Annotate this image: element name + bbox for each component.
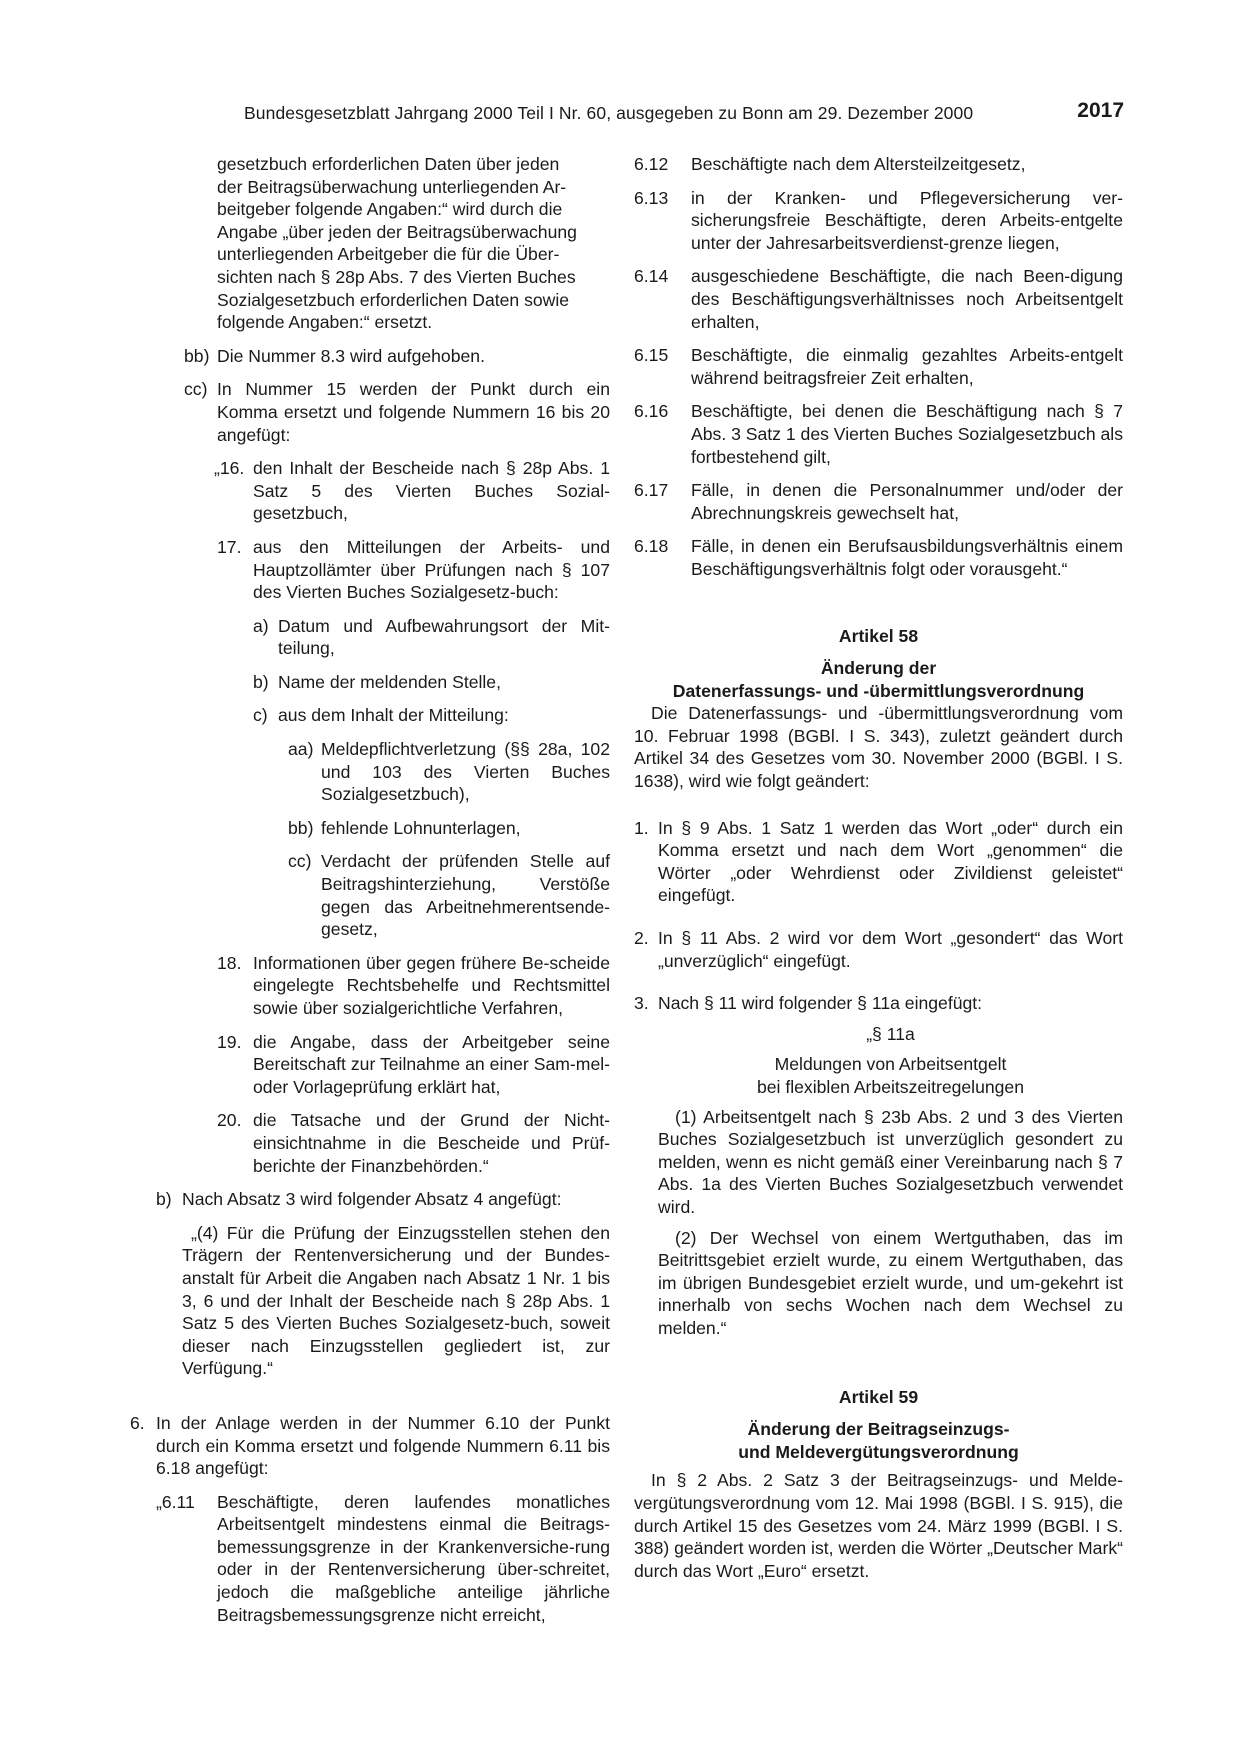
list-item-6-12 [634, 153, 1123, 176]
intro-paragraph [217, 153, 610, 334]
item-label: 6.15 [634, 345, 669, 366]
item-text: die Angabe, dass der Arbeitgeber seine Bereitschaft zur Teilnahme an einer Sam-mel- oder Vorlageprüfung erklärt hat, [253, 1031, 610, 1097]
item-text: Beschäftigte nach dem Altersteilzeitgesetz, [691, 154, 1026, 174]
list-item-17c-bb [288, 817, 610, 840]
list-item-6-11 [156, 1491, 610, 1627]
list-item-17c-aa [288, 738, 610, 806]
section-11a-subtitle: Meldungen von Arbeitsentgelt [774, 1054, 1007, 1075]
article-58-subtitle: Änderung der [820, 658, 937, 679]
list-item-cc [184, 378, 610, 446]
item-label: 6.12 [634, 154, 669, 174]
article-59-heading: Artikel 59 [838, 1386, 919, 1407]
gazette-title: Bundesgesetzblatt Jahrgang 2000 Teil I Nr. 60, ausgegeben zu Bonn am 29. Dezember 2000 [244, 103, 974, 123]
item-label: 17. [217, 536, 242, 557]
item-text: In der Anlage werden in der Nummer 6.10 der Punkt durch ein Komma ersetzt und folgende Nummern 6.11 bis 6.18 angefügt: [156, 1412, 610, 1479]
item-label: 6.16 [634, 401, 669, 422]
item-text: ausgeschiedene Beschäftigte, die nach Been-digung des Beschäftigungsverhältnisses noch Arbeitsentgelt erhalten, [691, 266, 1123, 332]
article-58-subtitle: Datenerfassungs- und -übermittlungsverordnung [672, 680, 1085, 701]
item-text: fehlende Lohnunterlagen, [321, 817, 521, 838]
item-label: 18. [217, 952, 242, 973]
intro-line: beitgeber folgende Angaben:“ wird durch die [217, 199, 563, 220]
item-text: Die Nummer 8.3 wird aufgehoben. [217, 345, 485, 366]
list-item-6-18 [634, 535, 1123, 580]
item-text: aus den Mitteilungen der Arbeits- und Hauptzollämter über Prüfungen nach § 107 des Vierten Buches Sozialgesetz-buch: [253, 536, 610, 603]
item-text: Datum und Aufbewahrungsort der Mit-teilung, [278, 615, 610, 659]
list-item-bb [184, 345, 610, 368]
page-header [244, 101, 1124, 129]
section-11a [658, 1023, 1123, 1340]
item-label: 6.18 [634, 536, 669, 557]
item-label: c) [253, 705, 268, 726]
item-text: in der Kranken- und Pflegeversicherung ver-sicherungsfreie Beschäftigte, deren Arbeits-entgelte unter der Jahresarbeitsverdienst-grenze liegen, [691, 187, 1123, 253]
list-item-20 [217, 1109, 610, 1177]
list-item-6-14 [634, 265, 1123, 333]
item-label: b) [156, 1189, 172, 1210]
intro-line: unterliegenden Arbeitgeber die für die Über- [217, 244, 560, 265]
item-label: 1. [634, 817, 649, 838]
item-text: Beschäftigte, die einmalig gezahltes Arbeits-entgelt während beitragsfreier Zeit erhalten, [691, 345, 1123, 388]
list-item-6-15 [634, 344, 1123, 389]
item-text: In § 9 Abs. 1 Satz 1 werden das Wort „oder“ durch ein Komma ersetzt und nach dem Wort „genommen“ die Wörter „oder Wehrdienst oder Zivildienst geleistet“ eingefügt. [658, 817, 1123, 906]
item-text: In Nummer 15 werden der Punkt durch ein Komma ersetzt und folgende Nummern 16 bis 20 angefügt: [217, 379, 610, 445]
list-item-6-17 [634, 479, 1123, 524]
item-label: aa) [288, 739, 314, 760]
list-item-6 [130, 1412, 610, 1480]
list-item-b [156, 1188, 610, 1211]
list-item-17c [253, 704, 610, 727]
item-label: bb) [288, 817, 314, 838]
item-text: Beschäftigte, bei denen die Beschäftigung nach § 7 Abs. 3 Satz 1 des Vierten Buches Sozialgesetzbuch als fortbestehend gilt, [691, 401, 1123, 467]
list-item-17 [217, 536, 610, 604]
item-label: 3. [634, 993, 649, 1014]
intro-line: sichten nach § 28p Abs. 7 des Vierten Buches [217, 266, 576, 287]
section-11a-paragraph-1: (1) Arbeitsentgelt nach § 23b Abs. 2 und 3 des Vierten Buches Sozialgesetzbuch ist unverzüglich gesondert zu melden, wenn es nicht gemäß einer Vereinbarung nach § 7 Abs. 1a des Vierten Buches Sozialgesetzbuch verwendet wird. [658, 1106, 1123, 1217]
quoted-paragraph-absatz-4: „(4) Für die Prüfung der Einzugsstellen stehen den Trägern der Rentenversicherung und der Bundes-anstalt für Arbeit die Angaben nach Absatz 1 Nr. 1 bis 3, 6 und der Inhalt der Bescheide nach § 28p Abs. 1 Satz 5 des Vierten Buches Sozialgesetz-buch, soweit dieser nach Einzugsstellen gegliedert ist, zur Verfügung.“ [182, 1222, 610, 1379]
item-text: die Tatsache und der Grund der Nicht-einsichtnahme in die Bescheide und Prüf-berichte der Finanzbehörden.“ [253, 1110, 610, 1176]
section-11a-paragraph-2: (2) Der Wechsel von einem Wertguthaben, das im Beitrittsgebiet erzielt wurde, zu einem Wertguthaben, das im übrigen Bundesgebiet erzielt wurde, und um-gekehrt ist innerhalb von sechs Wochen nach dem Wechsel zu melden.“ [658, 1227, 1123, 1338]
list-item-17c-cc [288, 850, 610, 940]
article-58-intro: Die Datenerfassungs- und -übermittlungsverordnung vom 10. Februar 1998 (BGBl. I S. 343), zuletzt geändert durch Artikel 34 des Gesetzes vom 30. November 2000 (BGBl. I S. 1638), wird wie folgt geändert: [634, 703, 1123, 792]
intro-line: folgende Angaben:“ ersetzt. [217, 312, 433, 333]
item-text: Fälle, in denen ein Berufsausbildungsverhältnis einem Beschäftigungsverhältnis folgt oder vorausgeht.“ [691, 536, 1123, 579]
intro-line: Sozialgesetzbuch erforderlichen Daten sowie [217, 289, 570, 310]
item-text: Meldepflichtverletzung (§§ 28a, 102 und 103 des Vierten Buches Sozialgesetzbuch), [321, 739, 610, 805]
amendment-item-2 [634, 927, 1123, 972]
page-number: 2017 [1077, 99, 1124, 122]
item-text: Nach § 11 wird folgender § 11a eingefügt: [658, 993, 983, 1014]
article-58-heading: Artikel 58 [838, 625, 919, 646]
item-label: 6.13 [634, 187, 669, 208]
item-label: „16. [214, 458, 245, 479]
list-item-6-13 [634, 187, 1123, 255]
list-item-17a [253, 615, 610, 660]
list-item-19 [217, 1031, 610, 1099]
section-11a-title: „§ 11a [866, 1023, 915, 1044]
right-column [634, 153, 1123, 1582]
item-text: Nach Absatz 3 wird folgender Absatz 4 angefügt: [182, 1189, 562, 1210]
item-text: aus dem Inhalt der Mitteilung: [278, 705, 509, 726]
intro-line: Angabe „über jeden der Beitragsüberwachung [217, 221, 577, 242]
item-label: bb) [184, 345, 210, 366]
amendment-item-3 [634, 992, 1123, 1015]
article-59-text: In § 2 Abs. 2 Satz 3 der Beitragseinzugs- und Melde-vergütungsverordnung vom 12. Mai 1998 (BGBl. I S. 915), die durch Artikel 15 des Gesetzes vom 24. März 1999 (BGBl. I S. 388) geändert worden ist, werden die Wörter „Deutscher Mark“ durch das Wort „Euro“ ersetzt. [634, 1470, 1123, 1581]
item-label: 6. [130, 1412, 145, 1433]
item-label: cc) [288, 851, 312, 872]
item-text: Verdacht der prüfenden Stelle auf Beitragshinterziehung, Verstöße gegen das Arbeitnehmerentsende-gesetz, [321, 851, 610, 940]
item-text: In § 11 Abs. 2 wird vor dem Wort „gesondert“ das Wort „unverzüglich“ eingefügt. [658, 928, 1123, 971]
amendment-item-1 [634, 817, 1123, 907]
intro-line: gesetzbuch erforderlichen Daten über jeden [217, 154, 560, 174]
item-label: 20. [217, 1110, 242, 1131]
item-label: 2. [634, 928, 649, 949]
item-text: Beschäftigte, deren laufendes monatliches Arbeitsentgelt mindestens einmal die Beitrags-bemessungsgrenze in der Krankenversiche-rung oder in der Rentenversicherung über-schreitet, jedoch die maßgebliche anteilige jährliche Beitragsbemessungsgrenze nicht erreicht, [217, 1491, 610, 1625]
article-59-subtitle: Änderung der Beitragseinzugs- [747, 1419, 1010, 1440]
intro-line: der Beitragsüberwachung unterliegenden Ar- [217, 176, 567, 197]
list-item-6-16 [634, 400, 1123, 468]
item-text: den Inhalt der Bescheide nach § 28p Abs. 1 Satz 5 des Vierten Buches Sozial-gesetzbuch, [253, 458, 610, 524]
item-text: Informationen über gegen frühere Be-scheide eingelegte Rechtsbehelfe und Rechtsmittel sowie über sozialgerichtliche Verfahren, [253, 952, 610, 1018]
item-label: cc) [184, 379, 208, 400]
left-column [130, 153, 610, 1626]
item-label: b) [253, 671, 269, 692]
list-item-16 [214, 457, 610, 525]
item-label: 6.14 [634, 266, 669, 287]
article-59-subtitle: und Meldevergütungsverordnung [738, 1441, 1019, 1462]
item-label: 6.17 [634, 480, 669, 501]
item-label: 19. [217, 1031, 242, 1052]
item-text: Fälle, in denen die Personalnummer und/oder der Abrechnungskreis gewechselt hat, [691, 480, 1123, 523]
list-item-18 [217, 952, 610, 1020]
section-11a-subtitle: bei flexiblen Arbeitszeitregelungen [756, 1077, 1025, 1097]
item-label: a) [253, 615, 269, 636]
item-label: „6.11 [156, 1491, 195, 1512]
item-text: Name der meldenden Stelle, [278, 671, 501, 692]
list-item-17b [253, 671, 610, 694]
